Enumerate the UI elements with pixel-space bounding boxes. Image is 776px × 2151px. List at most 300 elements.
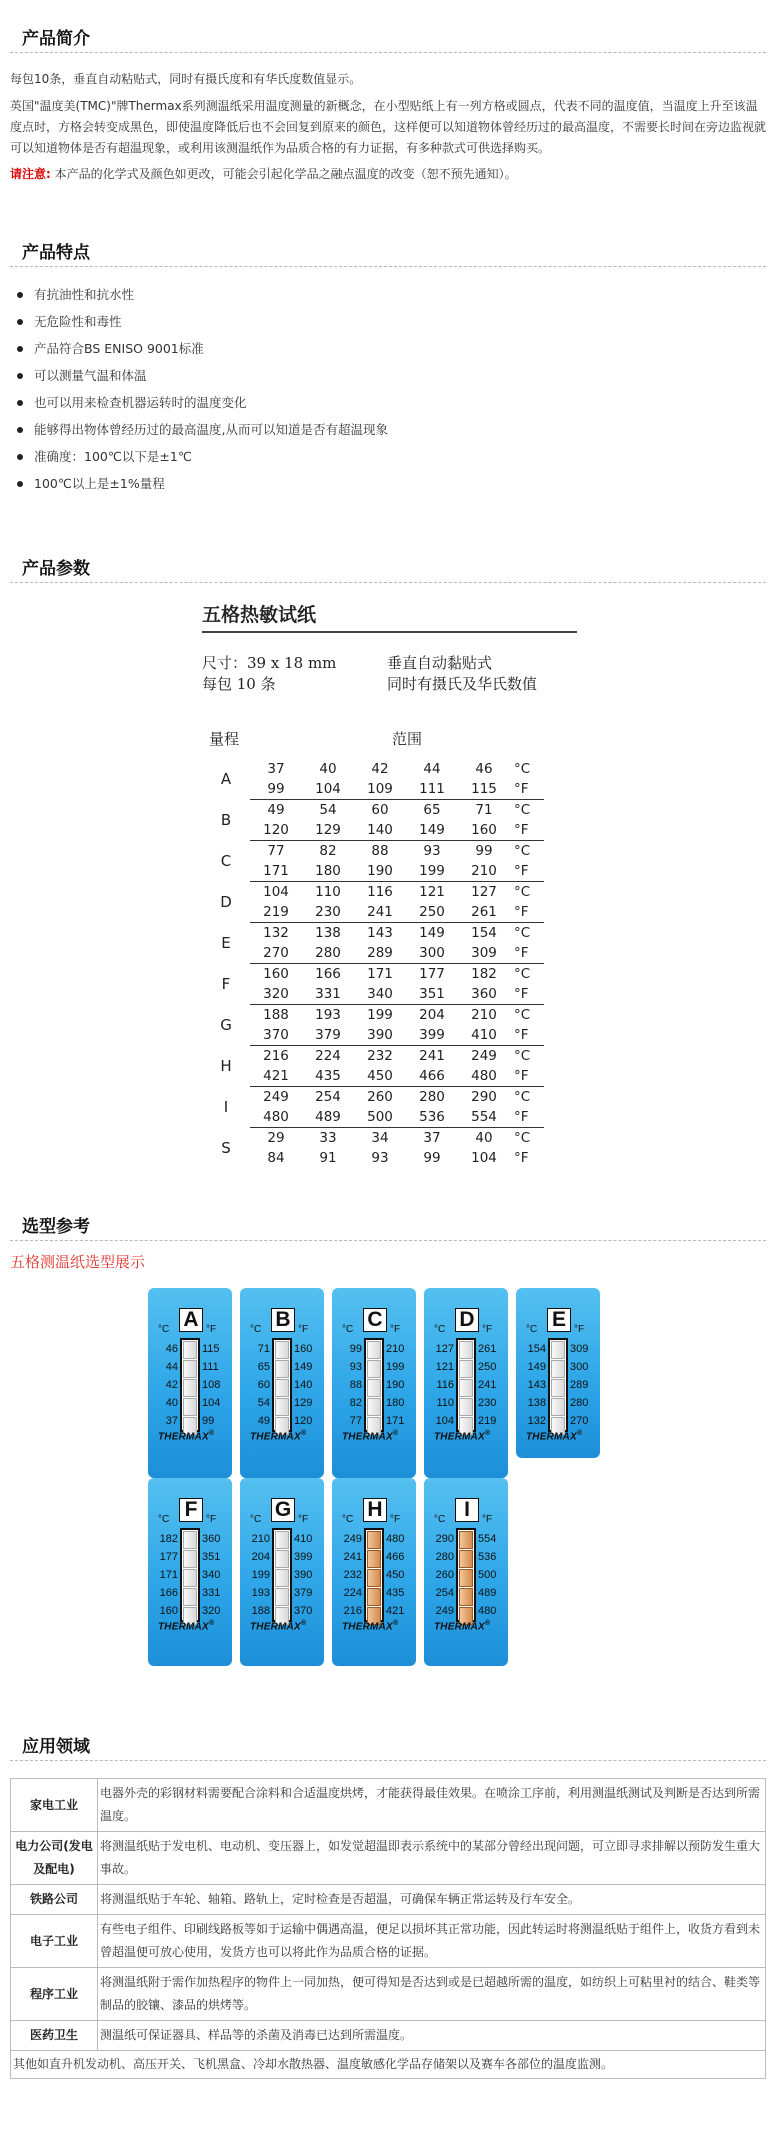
spec-value-celsius: 249 — [250, 1087, 302, 1108]
spec-card — [202, 600, 577, 1168]
spec-value-celsius: 42 — [371, 761, 389, 777]
strip-indicator-column — [456, 1528, 476, 1622]
strip-value-celsius: 143 — [527, 1379, 546, 1391]
spec-value-celsius: 149 — [406, 923, 458, 944]
strip-value-celsius: 37 — [165, 1415, 178, 1427]
strip-indicator-column — [364, 1338, 384, 1432]
spec-unit-fahrenheit: °F — [514, 986, 529, 1002]
spec-value-fahrenheit: 536 — [419, 1109, 445, 1125]
strip-value-celsius: 77 — [349, 1415, 362, 1427]
strip-indicator-cell — [551, 1360, 565, 1378]
strip-value-celsius: 290 — [435, 1533, 454, 1545]
strip-brand-logo: THERMAX® — [250, 1430, 307, 1443]
spec-value-fahrenheit: 331 — [315, 986, 341, 1002]
registered-mark: ® — [392, 1430, 399, 1437]
strip-indicator-cell — [183, 1531, 197, 1549]
strip-value-celsius: 232 — [343, 1569, 362, 1581]
feature-item: 准确度：100℃以下是±1℃ — [14, 444, 388, 471]
strip-indicator-cell — [275, 1360, 289, 1378]
spec-scope-head: 范围 — [392, 730, 423, 748]
strip-value-fahrenheit: 241 — [478, 1379, 497, 1391]
spec-value-fahrenheit: 219 — [263, 904, 289, 920]
thermo-strip-h — [332, 1478, 416, 1666]
strip-value-celsius: 193 — [251, 1587, 270, 1599]
thermo-strip-e — [516, 1288, 600, 1458]
strip-value-fahrenheit: 270 — [570, 1415, 589, 1427]
application-field: 家电工业 — [11, 1779, 98, 1832]
spec-value-fahrenheit: 379 — [315, 1027, 341, 1043]
strip-grade-letter: G — [271, 1498, 295, 1522]
spec-unit-celsius: °C — [510, 1005, 544, 1026]
spec-value-celsius: 37 — [406, 1128, 458, 1149]
spec-unit-fahrenheit: °F — [514, 781, 529, 797]
strip-indicator-cell — [275, 1569, 289, 1587]
spec-value-fahrenheit: 480 — [471, 1068, 497, 1084]
strip-indicator-cell — [183, 1379, 197, 1397]
spec-value-celsius: 33 — [302, 1128, 354, 1149]
strip-value-fahrenheit: 129 — [294, 1397, 313, 1409]
strip-unit-fahrenheit: °F — [298, 1514, 309, 1525]
spec-value-fahrenheit: 140 — [367, 822, 393, 838]
spec-unit-celsius: °C — [510, 800, 544, 821]
spec-value-celsius: 99 — [458, 841, 510, 862]
divider — [10, 52, 766, 53]
strip-value-celsius: 177 — [159, 1551, 178, 1563]
application-field: 电子工业 — [11, 1915, 98, 1968]
strip-value-fahrenheit: 340 — [202, 1569, 221, 1581]
spec-pack: 每包 10 条 — [202, 675, 276, 693]
spec-value-celsius: 160 — [250, 964, 302, 985]
spec-unit-celsius: °C — [510, 1046, 544, 1067]
divider — [10, 582, 766, 583]
spec-value-fahrenheit: 171 — [263, 863, 289, 879]
strip-value-celsius: 199 — [251, 1569, 270, 1581]
strip-value-fahrenheit: 120 — [294, 1415, 313, 1427]
strip-value-celsius: 224 — [343, 1587, 362, 1599]
strip-value-fahrenheit: 171 — [386, 1415, 405, 1427]
strip-value-fahrenheit: 489 — [478, 1587, 497, 1599]
strip-indicator-column — [272, 1528, 292, 1622]
strip-value-fahrenheit: 140 — [294, 1379, 313, 1391]
strip-indicator-cell — [367, 1341, 381, 1359]
spec-value-fahrenheit: 489 — [315, 1109, 341, 1125]
strip-grade-letter: F — [179, 1498, 203, 1522]
strip-value-fahrenheit: 261 — [478, 1343, 497, 1355]
spec-value-celsius: 171 — [354, 964, 406, 985]
strip-grade-letter: B — [271, 1308, 295, 1332]
strip-value-fahrenheit: 536 — [478, 1551, 497, 1563]
strip-value-celsius: 93 — [349, 1361, 362, 1373]
strip-indicator-cell — [551, 1398, 565, 1416]
strip-indicator-cell — [459, 1531, 473, 1549]
spec-value-fahrenheit: 190 — [367, 863, 393, 879]
spec-value-celsius: 116 — [354, 882, 406, 903]
spec-value-fahrenheit: 450 — [367, 1068, 393, 1084]
thermo-strip-f — [148, 1478, 232, 1666]
applications-table — [10, 1778, 766, 2079]
strip-value-fahrenheit: 300 — [570, 1361, 589, 1373]
spec-unit-celsius: °C — [510, 923, 544, 944]
strip-indicator-column — [548, 1338, 568, 1432]
spec-grade-letter: S — [221, 1138, 231, 1157]
strip-indicator-column — [456, 1338, 476, 1432]
table-row — [11, 2021, 766, 2051]
application-field: 医药卫生 — [11, 2021, 98, 2051]
spec-value-celsius: 166 — [302, 964, 354, 985]
strip-value-celsius: 249 — [343, 1533, 362, 1545]
spec-value-celsius: 188 — [250, 1005, 302, 1026]
strip-value-fahrenheit: 390 — [294, 1569, 313, 1581]
strip-indicator-cell — [183, 1341, 197, 1359]
application-field: 电力公司(发电及配电) — [11, 1832, 98, 1885]
spec-size: 尺寸：39 x 18 mm — [202, 654, 337, 672]
registered-mark: ® — [576, 1430, 583, 1437]
strip-value-celsius: 254 — [435, 1587, 454, 1599]
strip-grade-letter: E — [547, 1308, 571, 1332]
strip-value-fahrenheit: 160 — [294, 1343, 313, 1355]
registered-mark: ® — [484, 1620, 491, 1627]
spec-table — [202, 759, 544, 1168]
application-description: 将测温纸附于需作加热程序的物件上一同加热，便可得知是否达到或是已超越所需的温度，如纺织上可粘里衬的结合、鞋类等制品的胶镶、漆品的烘烤等。 — [98, 1968, 766, 2021]
table-row — [11, 1885, 766, 1915]
spec-value-celsius: 88 — [354, 841, 406, 862]
strip-value-celsius: 280 — [435, 1551, 454, 1563]
spec-unit-fahrenheit: °F — [514, 1109, 529, 1125]
spec-value-celsius: 60 — [354, 800, 406, 821]
spec-value-celsius: 193 — [302, 1005, 354, 1026]
strip-value-fahrenheit: 289 — [570, 1379, 589, 1391]
strip-indicator-column — [180, 1338, 200, 1432]
strip-indicator-cell — [275, 1341, 289, 1359]
spec-grade-letter: A — [220, 770, 232, 789]
warning-text: 本产品的化学式及颜色如更改，可能会引起化学品之融点温度的改变（恕不预先通知）。 — [50, 167, 517, 181]
thermo-strip-d — [424, 1288, 508, 1478]
strip-value-celsius: 71 — [257, 1343, 270, 1355]
spec-value-celsius: 182 — [458, 964, 510, 985]
spec-value-celsius: 71 — [458, 800, 510, 821]
table-row — [11, 2051, 766, 2079]
spec-unit-celsius: °C — [510, 964, 544, 985]
strip-unit-celsius: °C — [342, 1514, 354, 1525]
strip-value-celsius: 88 — [349, 1379, 362, 1391]
strip-value-celsius: 121 — [435, 1361, 454, 1373]
strip-value-fahrenheit: 351 — [202, 1551, 221, 1563]
strip-value-fahrenheit: 320 — [202, 1605, 221, 1617]
strip-indicator-cell — [183, 1398, 197, 1416]
spec-value-fahrenheit: 480 — [263, 1109, 289, 1125]
strip-value-fahrenheit: 111 — [202, 1361, 219, 1373]
strip-unit-fahrenheit: °F — [298, 1324, 309, 1335]
strip-value-fahrenheit: 230 — [478, 1397, 497, 1409]
spec-grade-letter: C — [220, 852, 232, 870]
thermo-strip-c — [332, 1288, 416, 1478]
strip-indicator-cell — [275, 1550, 289, 1568]
spec-grade-letter: I — [223, 1098, 229, 1116]
spec-value-celsius: 254 — [302, 1087, 354, 1108]
spec-value-celsius: 121 — [406, 882, 458, 903]
spec-value-fahrenheit: 120 — [263, 822, 289, 838]
strip-brand-logo: THERMAX® — [434, 1620, 491, 1633]
spec-value-celsius: 290 — [458, 1087, 510, 1108]
strip-value-celsius: 204 — [251, 1551, 270, 1563]
strip-value-fahrenheit: 190 — [386, 1379, 405, 1391]
spec-value-celsius: 216 — [250, 1046, 302, 1067]
strip-indicator-cell — [367, 1588, 381, 1606]
spec-value-celsius: 138 — [302, 923, 354, 944]
spec-value-fahrenheit: 500 — [367, 1109, 393, 1125]
strip-grade-letter: C — [363, 1308, 387, 1332]
spec-value-fahrenheit: 93 — [371, 1150, 389, 1166]
strip-unit-celsius: °C — [250, 1514, 262, 1525]
spec-value-celsius: 224 — [302, 1046, 354, 1067]
strip-value-celsius: 99 — [349, 1343, 362, 1355]
strip-indicator-cell — [367, 1550, 381, 1568]
spec-value-celsius: 40 — [458, 1128, 510, 1149]
spec-value-celsius: 46 — [475, 761, 493, 777]
spec-value-fahrenheit: 99 — [267, 781, 285, 797]
strip-brand-logo: THERMAX® — [158, 1430, 215, 1443]
strip-value-fahrenheit: 450 — [386, 1569, 405, 1581]
strip-indicator-cell — [551, 1379, 565, 1397]
strip-unit-celsius: °C — [342, 1324, 354, 1335]
spec-value-celsius: 44 — [423, 761, 441, 777]
strip-value-celsius: 116 — [436, 1379, 454, 1391]
feature-item: 100℃以上是±1%量程 — [14, 471, 388, 498]
spec-value-celsius: 54 — [302, 800, 354, 821]
strip-unit-fahrenheit: °F — [206, 1324, 217, 1335]
spec-value-fahrenheit: 99 — [423, 1150, 441, 1166]
strip-indicator-cell — [367, 1569, 381, 1587]
strip-value-fahrenheit: 480 — [478, 1605, 497, 1617]
strip-value-fahrenheit: 399 — [294, 1551, 313, 1563]
spec-value-celsius: 199 — [354, 1005, 406, 1026]
spec-value-fahrenheit: 129 — [315, 822, 341, 838]
spec-value-fahrenheit: 84 — [267, 1150, 285, 1166]
divider — [10, 266, 766, 267]
spec-value-celsius: 49 — [250, 800, 302, 821]
applications-footer: 其他如直升机发动机、高压开关、飞机黑盒、冷却水散热器、温度敏感化学品存储架以及赛车各部位的温度监测。 — [11, 2051, 766, 2079]
strip-indicator-cell — [275, 1379, 289, 1397]
table-row — [11, 1915, 766, 1968]
strip-brand-logo: THERMAX® — [342, 1620, 399, 1633]
strip-indicator-cell — [459, 1341, 473, 1359]
strip-indicator-cell — [183, 1569, 197, 1587]
strip-indicator-cell — [459, 1588, 473, 1606]
spec-value-fahrenheit: 300 — [419, 945, 445, 961]
strip-grade-letter: D — [455, 1308, 479, 1332]
spec-value-celsius: 249 — [458, 1046, 510, 1067]
strip-brand-logo: THERMAX® — [250, 1620, 307, 1633]
strip-value-fahrenheit: 219 — [478, 1415, 497, 1427]
spec-unit-fahrenheit: °F — [514, 1150, 529, 1166]
strip-brand-logo: THERMAX® — [342, 1430, 399, 1443]
spec-value-fahrenheit: 160 — [471, 822, 497, 838]
section-title-params: 产品参数 — [22, 559, 90, 579]
spec-mount: 垂直自动黏贴式 — [387, 654, 493, 672]
strip-value-fahrenheit: 199 — [386, 1361, 405, 1373]
application-description: 将测温纸贴于发电机、电动机、变压器上，如发觉超温即表示系统中的某部分曾经出现问题，可立即寻求排解以预防发生重大事故。 — [98, 1832, 766, 1885]
strip-unit-fahrenheit: °F — [482, 1514, 493, 1525]
section-title-applications: 应用领域 — [22, 1737, 90, 1757]
spec-display: 同时有摄氏及华氏数值 — [387, 675, 538, 693]
strip-unit-celsius: °C — [158, 1514, 170, 1525]
spec-value-fahrenheit: 280 — [315, 945, 341, 961]
strip-indicator-cell — [183, 1550, 197, 1568]
spec-value-celsius: 132 — [250, 923, 302, 944]
registered-mark: ® — [484, 1430, 491, 1437]
spec-value-fahrenheit: 250 — [419, 904, 445, 920]
spec-value-fahrenheit: 111 — [419, 781, 445, 797]
strip-unit-fahrenheit: °F — [390, 1514, 401, 1525]
spec-value-fahrenheit: 149 — [419, 822, 445, 838]
strip-value-celsius: 104 — [435, 1415, 454, 1427]
strip-value-celsius: 46 — [165, 1343, 178, 1355]
spec-value-celsius: 37 — [267, 761, 285, 777]
spec-unit-fahrenheit: °F — [514, 904, 529, 920]
registered-mark: ® — [392, 1620, 399, 1627]
strip-value-celsius: 216 — [343, 1605, 362, 1617]
spec-unit-fahrenheit: °F — [514, 863, 529, 879]
spec-value-fahrenheit: 104 — [315, 781, 341, 797]
spec-value-fahrenheit: 104 — [471, 1150, 497, 1166]
strip-value-celsius: 54 — [257, 1397, 270, 1409]
intro-warning — [10, 164, 766, 185]
strip-unit-celsius: °C — [434, 1514, 446, 1525]
spec-unit-celsius: °C — [510, 1128, 544, 1149]
strip-value-celsius: 60 — [257, 1379, 270, 1391]
spec-unit-celsius: °C — [510, 882, 544, 903]
thermo-strip-g — [240, 1478, 324, 1666]
strip-value-celsius: 166 — [159, 1587, 178, 1599]
strip-value-celsius: 110 — [436, 1397, 454, 1409]
strip-indicator-cell — [275, 1588, 289, 1606]
selection-label: 五格测温纸选型展示 — [10, 1253, 146, 1271]
strip-value-fahrenheit: 331 — [202, 1587, 221, 1599]
strip-value-celsius: 210 — [251, 1533, 270, 1545]
spec-value-fahrenheit: 370 — [263, 1027, 289, 1043]
spec-grade-letter: E — [221, 934, 231, 952]
strip-indicator-cell — [367, 1360, 381, 1378]
strip-unit-celsius: °C — [526, 1324, 538, 1335]
strip-indicator-cell — [183, 1360, 197, 1378]
strip-value-fahrenheit: 108 — [202, 1379, 221, 1391]
spec-grade-letter: D — [220, 893, 232, 911]
spec-value-fahrenheit: 435 — [315, 1068, 341, 1084]
strip-indicator-cell — [275, 1531, 289, 1549]
strip-grade-letter: I — [455, 1498, 479, 1522]
application-description: 将测温纸贴于车轮、轴箱、路轨上，定时检查是否超温，可确保车辆正常运转及行车安全。 — [98, 1885, 766, 1915]
strip-grade-letter: A — [179, 1308, 203, 1332]
application-description: 有些电子组件、印刷线路板等如于运输中偶遇高温，便足以损坏其正常功能，因此转运时将测温纸贴于组件上，收货方看到未曾超温便可放心使用，发货方也可以将此作为品质合格的证据。 — [98, 1915, 766, 1968]
spec-value-fahrenheit: 241 — [367, 904, 393, 920]
spec-value-celsius: 232 — [354, 1046, 406, 1067]
spec-value-fahrenheit: 320 — [263, 986, 289, 1002]
feature-item: 可以测量气温和体温 — [14, 363, 388, 390]
spec-value-celsius: 77 — [250, 841, 302, 862]
strip-unit-fahrenheit: °F — [390, 1324, 401, 1335]
registered-mark: ® — [208, 1620, 215, 1627]
strip-value-celsius: 241 — [343, 1551, 362, 1563]
strip-value-fahrenheit: 500 — [478, 1569, 497, 1581]
thermo-strip-i — [424, 1478, 508, 1666]
feature-item: 产品符合BS ENISO 9001标准 — [14, 336, 388, 363]
strip-value-fahrenheit: 99 — [202, 1415, 215, 1427]
thermo-strip-b — [240, 1288, 324, 1478]
spec-value-fahrenheit: 115 — [471, 781, 497, 797]
strip-unit-celsius: °C — [158, 1324, 170, 1335]
spec-value-fahrenheit: 351 — [419, 986, 445, 1002]
strip-brand-logo: THERMAX® — [434, 1430, 491, 1443]
spec-value-fahrenheit: 109 — [367, 781, 393, 797]
strip-brand-logo: THERMAX® — [158, 1620, 215, 1633]
spec-value-fahrenheit: 309 — [471, 945, 497, 961]
strip-value-fahrenheit: 554 — [478, 1533, 497, 1545]
spec-value-celsius: 82 — [302, 841, 354, 862]
spec-card-title: 五格热敏试纸 — [202, 600, 577, 633]
strip-value-fahrenheit: 104 — [202, 1397, 221, 1409]
section-title-intro: 产品简介 — [22, 29, 90, 49]
strip-value-celsius: 188 — [251, 1605, 270, 1617]
spec-value-celsius: 143 — [354, 923, 406, 944]
strip-value-fahrenheit: 280 — [570, 1397, 589, 1409]
spec-unit-fahrenheit: °F — [514, 822, 529, 838]
feature-item: 有抗油性和抗水性 — [14, 282, 388, 309]
strip-value-celsius: 42 — [165, 1379, 178, 1391]
strip-unit-celsius: °C — [434, 1324, 446, 1335]
feature-item: 无危险性和毒性 — [14, 309, 388, 336]
strip-indicator-cell — [459, 1550, 473, 1568]
strip-indicator-cell — [459, 1398, 473, 1416]
strip-value-fahrenheit: 360 — [202, 1533, 221, 1545]
strip-value-celsius: 154 — [527, 1343, 546, 1355]
spec-value-fahrenheit: 289 — [367, 945, 393, 961]
section-title-features: 产品特点 — [22, 243, 90, 263]
strip-indicator-cell — [183, 1588, 197, 1606]
intro-description: 英国"温度美(TMC)"牌Thermax系列测温纸采用温度测量的新概念，在小型贴纸上有一列方格或圆点，代表不同的温度值，当温度上升至该温度点时，方格会转变成黑色，即使温度降低后也不会回复到原来的颜色，这样便可以知道物体曾经历过的最高温度，不需要长时间在旁边监视就可以知道物体是否有超温现象，或利用该测温纸作为品质合格的有力证据，有多种款式可供选择购买。 — [10, 99, 767, 155]
strip-unit-fahrenheit: °F — [482, 1324, 493, 1335]
application-field: 程序工业 — [11, 1968, 98, 2021]
spec-value-celsius: 210 — [458, 1005, 510, 1026]
spec-value-celsius: 29 — [250, 1128, 302, 1149]
strip-value-celsius: 49 — [257, 1415, 270, 1427]
strip-value-celsius: 149 — [527, 1361, 546, 1373]
strip-value-fahrenheit: 480 — [386, 1533, 405, 1545]
strip-unit-fahrenheit: °F — [574, 1324, 585, 1335]
strip-value-fahrenheit: 421 — [386, 1605, 405, 1617]
spec-value-fahrenheit: 261 — [471, 904, 497, 920]
spec-value-celsius: 127 — [458, 882, 510, 903]
spec-value-fahrenheit: 466 — [419, 1068, 445, 1084]
strip-indicator-cell — [367, 1398, 381, 1416]
spec-grade-letter: B — [220, 811, 232, 829]
spec-value-celsius: 280 — [406, 1087, 458, 1108]
strip-unit-fahrenheit: °F — [206, 1514, 217, 1525]
divider — [10, 1240, 766, 1241]
strip-value-fahrenheit: 410 — [294, 1533, 313, 1545]
strip-indicator-cell — [459, 1360, 473, 1378]
spec-value-fahrenheit: 360 — [471, 986, 497, 1002]
spec-value-fahrenheit: 421 — [263, 1068, 289, 1084]
strip-value-fahrenheit: 115 — [202, 1343, 220, 1355]
strip-value-celsius: 160 — [159, 1605, 178, 1617]
application-field: 铁路公司 — [11, 1885, 98, 1915]
spec-value-celsius: 40 — [319, 761, 337, 777]
spec-range-head: 量程 — [209, 730, 240, 748]
strip-value-celsius: 249 — [435, 1605, 454, 1617]
section-title-selection: 选型参考 — [22, 1217, 90, 1237]
warning-label: 请注意: — [10, 167, 51, 181]
spec-value-fahrenheit: 91 — [319, 1150, 337, 1166]
